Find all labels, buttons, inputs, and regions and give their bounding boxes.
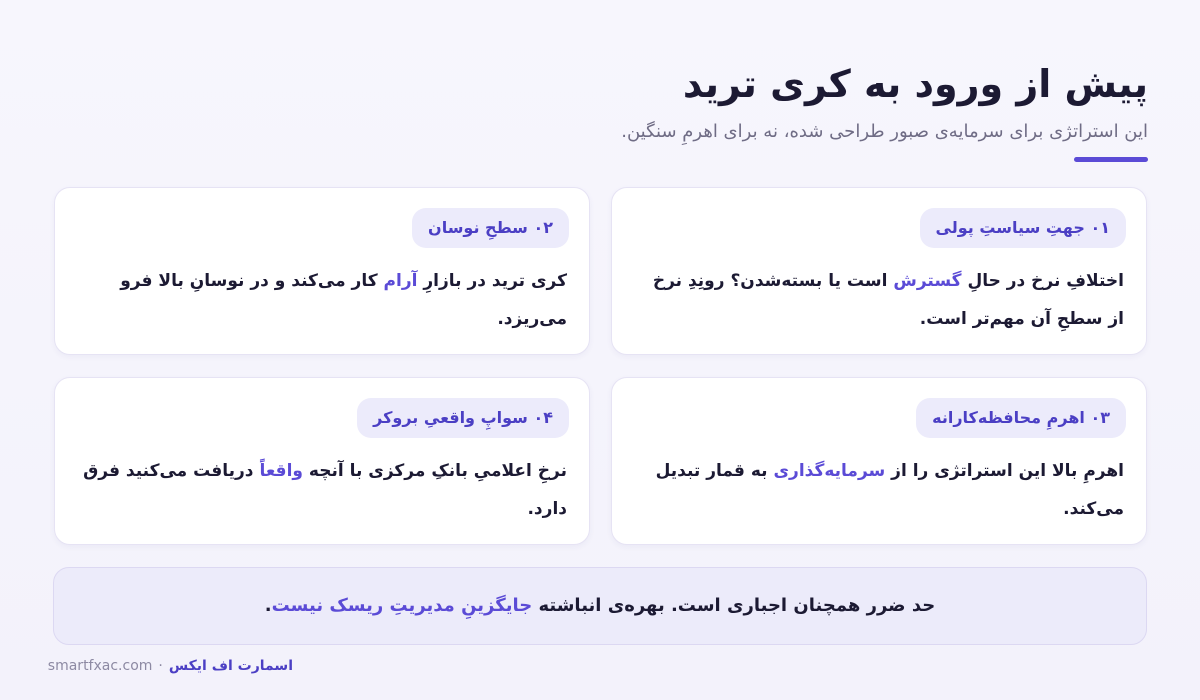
card-highlight: گسترش <box>893 271 962 291</box>
card-highlight: واقعاً <box>259 461 303 481</box>
risk-callout <box>53 567 1147 645</box>
card-leverage <box>611 377 1147 545</box>
callout-highlight: جایگزینِ مدیریتِ ریسک نیست <box>271 595 533 616</box>
footer-url[interactable]: smartfxac.com <box>47 658 153 674</box>
card-text <box>77 452 567 528</box>
card-text <box>77 262 567 338</box>
card-monetary-policy <box>611 187 1147 355</box>
card-text <box>634 452 1124 528</box>
callout-text-part: حد ضرر همچنان اجباری است. بهره‌ی انباشته <box>532 595 936 616</box>
page-title: پیش از ورود به کری ترید <box>682 62 1148 106</box>
card-text-part: دریافت می‌کنید فرق دارد. <box>83 461 567 519</box>
card-tag: ۰۲ سطحِ نوسان <box>412 208 569 248</box>
card-text-part: نرخِ اعلامیِ بانکِ مرکزی با آنچه <box>302 461 567 481</box>
card-highlight: آرام <box>383 271 418 291</box>
card-text-part: به قمار تبدیل می‌کند. <box>655 461 1124 519</box>
callout-text <box>265 568 935 644</box>
card-text-part: اهرمِ بالا این استراتژی را از <box>885 461 1124 481</box>
card-volatility <box>54 187 590 355</box>
footer-brand: اسمارت اف ایکس <box>168 658 293 674</box>
card-tag: ۰۴ سواپِ واقعیِ بروکر <box>357 398 569 438</box>
card-highlight: سرمایه‌گذاری <box>773 461 886 481</box>
card-text-part: کری ترید در بازارِ <box>417 271 567 291</box>
card-tag: ۰۱ جهتِ سیاستِ پولی <box>920 208 1126 248</box>
callout-text-part: . <box>264 595 272 616</box>
footer <box>48 655 293 677</box>
card-broker-swap <box>54 377 590 545</box>
card-text-part: اختلافِ نرخ در حالِ <box>961 271 1124 291</box>
card-text-part: است یا بسته‌شدن؟ رونِدِ نرخ از سطحِ آن مهم‌تر است. <box>652 271 1124 329</box>
title-accent-bar <box>1074 157 1148 162</box>
footer-separator: · <box>158 658 163 674</box>
card-text-part: کار می‌کند و در نوسانِ بالا فرو می‌ریزد. <box>120 271 567 329</box>
card-text <box>634 262 1124 338</box>
card-tag: ۰۳ اهرمِ محافظه‌کارانه <box>916 398 1126 438</box>
page-subtitle: این استراتژی برای سرمایه‌ی صبور طراحی شده، نه برای اهرمِ سنگین. <box>621 121 1148 142</box>
